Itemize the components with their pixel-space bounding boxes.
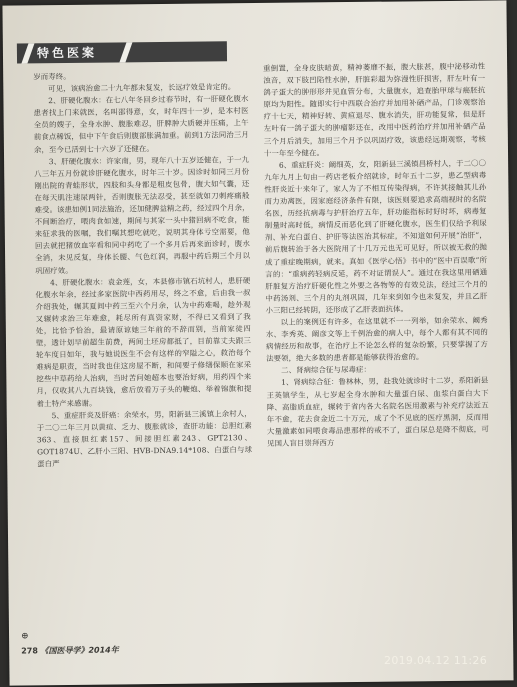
paragraph: 3、肝硬化腹水：许家南，男，现年八十五岁还健在，于一九八三年五月份就诊肝硬化腹水，时年三十岁。因诊时如同三月份刚出院的青蛙形状，四肢和头身都是粗皮包骨，腹大如气囊，还在每天肌注速尿两针，否则腹胀无法忍受，甚至就如刀刺疼痛般难受。该患如例1同法施治，还加健脾益精之药，经过四个月余，不间断治疗，喂肉食如速，期间与其家一头中猪回病不吃食，能来征求我的医嘱，我们嘱其想吃就吃，说明其身体亏空需要，他回去就把猪放血宰看和同中药吃了一个多月后再来面诊时，腹水全消，未见反复，身体长腰、气色红润，再服中药后期三个月以巩固疗效。 (34, 154, 251, 275)
paragraph: 重倒置，全身皮肤暗黄，精神萎靡不振，腹大胀甚，腹中泌移动性浊音，双下肢凹陷性水肿，肝脏彩超为弥漫性肝损害，肝左叶有一鸽子蛋大的肿形形并见血管分布，大量腹水，追查胎甲球与癌胚抗原均为阳性。随即实行中西联合治疗并加用补硒产品，门诊观察治疗十七天，精神好转、黄疸退尽、腹水消失，肝功能复常，但是肝左叶有一鸽子蛋大的肿瘤影还在，改用中医药治疗并加用补硒产品三个月后消失，加用三个月予以巩固疗效，该患经远期观察，考核十一年至今健在。 (263, 61, 486, 158)
photo-timestamp: 2019.04.12 11:26 (384, 654, 487, 667)
paragraph: 二、肾病综合征与尿毒症： (281, 365, 372, 376)
paragraph: 以上的案例还有许多，在这里就不一一列举，如余荣水、阚秀水、李秀英、阚彦文等上千例治愈的病人中，每个人都有其不同的病情经历和故事，在治疗上不论怎么样的复杂纷繁，只要掌握了方法要领，绝大多数的患者都是能够获得治愈的。 (265, 315, 489, 364)
magazine-name: 《国医导学》2014年 (40, 645, 119, 656)
section-header-title: 特色医案 (36, 45, 98, 61)
paragraph: 可见，该病治愈二十九年都未复发，长远疗效是肯定的。 (48, 82, 236, 94)
paragraph: 1、肾病综合征：鲁林林，男，赴我处就诊时十二岁，系阳新县王英镇学生，从七岁起全身水肿和大量蛋白尿、血浆白蛋白大下降、高脂质血症，辗转于省内各大名院名医用激素与补充疗法近五年不愈，花去食金近二十万元，成了个不见底的医疗黑洞，反而用大量激素如同喂食毒品患那样的戒不了，蛋白尿总是降不彻底，可见国人盲目崇拜西方 (266, 376, 489, 448)
right-text-column (263, 61, 489, 450)
paragraph: 岁而寿终。 (33, 71, 71, 82)
page-number: 278 (21, 646, 38, 656)
paragraph: 6、重症肝炎：阚细英，女，阳新县三溪镇昌桥村人，于二〇〇九年九月上旬由一药店老板介绍就诊，时年五十二岁，患乙型病毒性肝炎近十来年了，家人为了不相互传染得病，不许其接触其儿孙而力劝离医，因家庭经济条件有限，该医则要追求高端视时的名院名医，历经抗病毒与护肝治疗五年，肝功能指标时好时坏，病毒复制量时高时低，病情反而恶化到了肝硬化腹水，医生们仅给予利尿剂、补充白蛋白、护肝等法医治其标症，不知道如何开展“治肝”，前后腹转治于各大医院用了十几万元也无可见好，所以被无救的抛成了重症晚期病，就来。真如《医学心悟》书中的“医中百误歌”所言的：“重病药轻病反延，药不对证谓误人”。通过在我这里用硒通肝脏复方治疗肝硬化性之外要之各物等的有效兑法，经过三个月的中药汤剂、三个月的丸剂巩固，几年来到如今也未复发，并且乙肝小三阳已经转阴，还形成了乙肝表面抗体。 (264, 158, 488, 315)
paragraph: 2、肝硬化腹水：在七八年冬回乡过春节时，有一肝硬化腹水患者找上门来就医，名叫邵得意，女，时年四十一岁，是本村医全员的嫂子，全身水肿、腹胀难忍，肝脾肿大质硬并压痛，上午前食点稀饭，但中下午食后则腹部胀满加重。前到1方法同治三月余，至今已活到七十六岁了还健在。 (33, 94, 249, 154)
paragraph: 5、重症肝炎及肝癌：余荣水，男，阳新县三溪镇上余村人，于二〇二年三月以黄疸、乏力、腹胀就诊，查肝功能：总胆红素363、直接胆红素157、间接胆红素243、GPT2130、GOT1874U、乙肝小三阳、HVB-DNA9.14*108、白蛋白与球蛋白严 (36, 408, 253, 469)
scanned-page (2, 0, 513, 685)
paragraph: 4、肝硬化腹水：袁金莲，女，本县修市镇石坑村人，患肝硬化腹水年余，经过多家医院中西药用尽，终之不愈，后由我一叔介绍我处，辗其夏间中药三至六个月余，认为中药难喝，趁外观又辗转求治三年难愈，耗尽所有真资家财，不得已又看到了我处，比恰予恰治，最请原谅她三年前的不辞而别，当前家徒四壁，透计划早前超生前费，两间土坯房都抵了，目前靠丈夫跟三轮车度日如年，我与她说医生不会有这样的窄隘之心，救治每个难病是职责，当时我也住这房屋不断，和间要子修缮保顺在家采挖些中草药给人治病，当时苦问她超本也要治好病，用药四个来月，仅收其八九百块钱，愈后放看万子头的鞭炮、举着锦旗和提着土特产来感谢。 (35, 275, 252, 408)
left-text-column (33, 69, 252, 470)
page-footer (21, 644, 119, 656)
page-marker-icon: ⊕ (21, 631, 29, 642)
